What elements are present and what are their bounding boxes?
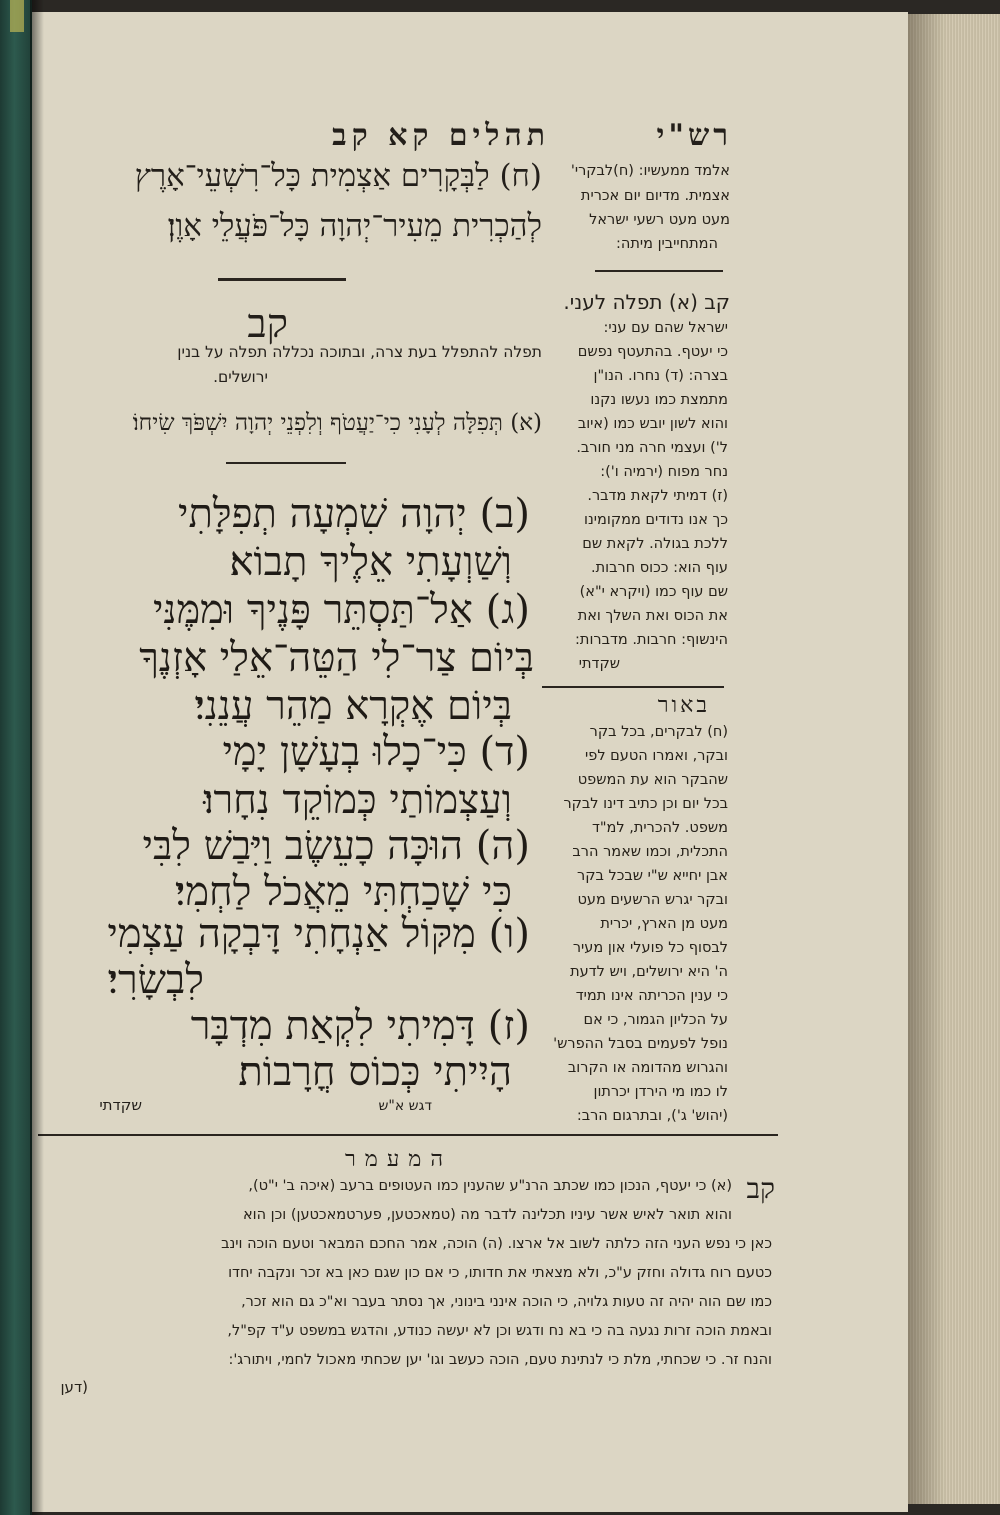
meamar-line: כמו שם הוה יהיה זה טעות גלויה, כי הוכה אינני בינוני, אך נסתר בעבר וא"כ גם הוא זכר,	[241, 1294, 772, 1310]
psalm-verse-line: (ב) יְהוָה שִׁמְעָה תְפִלָּתִי	[178, 491, 530, 537]
psalm-verse-line: (ה) הוּכָּה כָעֵשֶׂב וַיִּבַשׁ לִבִּי	[142, 823, 530, 869]
tab-marker	[10, 0, 24, 32]
rashi-line: ל') ועצמי חרה מני חורב.	[576, 440, 728, 456]
biur-line: כי ענין הכריתה אינו תמיד	[575, 988, 728, 1004]
chapter-summary: תפלה להתפלל בעת צרה, ובתוכה נכללה תפלה על בנין	[177, 343, 542, 361]
rashi-line: ללכת בגולה. לקאת שם	[582, 536, 728, 552]
biur-line: לבסוף כל פועלי און מעיר	[572, 940, 728, 956]
gutter-shadow	[30, 0, 44, 1515]
psalm-verse-line: הָיִיתִי כְּכוֹס חֳרָבוֹת׃	[238, 1049, 512, 1095]
rashi-line: שם עוף כמו (ויקרא י"א)	[579, 584, 728, 600]
psalm-verse-8a: (ח) לַבְּקָרִים אַצְמִית כָּל־רִשְׁעֵי־אָרֶץ	[134, 158, 542, 194]
biur-line: והגרוש מהדומה או הקרוב	[567, 1060, 728, 1076]
book-spine	[0, 0, 32, 1515]
psalm-verse-8b: לְהַכְרִית מֵעִיר־יְהוָה כָּל־פֹּעֲלֵי אָוֶן׃	[167, 208, 542, 244]
rashi-chapter-head: קב (א) תפלה לעני.	[563, 290, 730, 314]
biur-line: נופל לפעמים בסבל ההפרש'	[553, 1036, 728, 1052]
rashi-title: רש"י	[656, 118, 732, 153]
running-head: תהלים קא קב	[332, 118, 550, 153]
rashi-line: המתחייבין מיתה:	[616, 236, 718, 252]
rashi-line: מעט מעט רשעי ישראל	[589, 212, 730, 228]
chapter-number: קב	[247, 301, 288, 347]
biur-line: אבן יחייא ש"י שבכל בקר	[577, 868, 728, 884]
page-edges-shade	[905, 14, 945, 1504]
psalm-verse-line: בְּיוֹם צַר־לִי הַטֵּה־אֵלַי אָזְנֶךָ	[139, 635, 534, 681]
rashi-biur-divider	[542, 686, 724, 688]
meamar-chapter: קב	[746, 1172, 775, 1205]
rashi-divider	[595, 270, 723, 272]
biur-line: (ח) לבקרים, בכל בקר	[589, 724, 728, 740]
psalm-verse-1: (א) תְּפִלָּה לְעָנִי כִי־יַעֲטֹף וְלִפְנֵי יְהוָה יִשְׁפֹּךְ שִׂיחוֹ׃	[132, 410, 542, 436]
psalm-verse-line: לִבְשָׂרִי׃	[107, 957, 204, 1003]
catchword: שקדתי	[99, 1096, 142, 1114]
biur-line: ה' היא ירושלים, ויש לדעת	[570, 964, 728, 980]
psalm-verse-line: (ו) מִקּוֹל אַנְחָתִי דָּבְקָה עַצְמִי	[107, 911, 530, 957]
psalm-verse-line: (ג) אַל־תַּסְתֵּר פָּנֶיךָ וּמִמֶּנִּי	[152, 587, 530, 633]
biur-line: ובקר, ואמרו הטעם לפי	[585, 748, 728, 764]
psalm-verse-line: (ד) כִּי־כָלוּ בְעָשָׁן יָמָי	[222, 729, 530, 775]
section-divider	[226, 462, 346, 464]
rashi-line: הינשוף: חרבות. מדברות:	[575, 632, 728, 648]
chapter-summary: ירושלים.	[213, 368, 268, 386]
meamar-line: ובאמת הוכה זרות נגעה בה כי בא נח ודגש וכן לא יעשה כנודע, והדגש במשפט ע"ד קפ"ל,	[227, 1323, 772, 1339]
biur-line: לו כמו מי הירדן יכרתון	[593, 1084, 728, 1100]
rashi-line: בצרה: (ד) נחרו. הנו"ן	[593, 368, 728, 384]
biur-title: באור	[657, 693, 710, 718]
rashi-line: אצמית. מדיום יום אכרית	[580, 188, 730, 204]
meamar-line: כטעם רוח גדולה וחזק ע"כ, ולא מצאתי את חדותו, כי אם כון שגם כאן בא זכר ונקבה יחדו	[228, 1265, 772, 1281]
rashi-line: את הכוס ואת השלך ואת	[577, 608, 728, 624]
biur-line: על הכליון הגמור, כי אם	[583, 1012, 728, 1028]
rashi-line: ישראל שהם עם עני:	[603, 320, 728, 336]
biur-line: התכלית, וכמו שאמר הרב	[572, 844, 728, 860]
rashi-line: אלמד ממעשיו: (ח)לבקרי'	[570, 163, 730, 179]
rashi-line: כי יעטף. בהתעטף נפשם	[577, 344, 728, 360]
psalm-verse-line: (ז) דָּמִיתִי לִקְאַת מִדְבָּר	[190, 1003, 530, 1049]
psalm-verse-line: בְּיוֹם אֶקְרָא מַהֵר עֲנֵנִי׃	[194, 683, 512, 729]
rashi-line: מתמצת כמו נעשו נקנו	[590, 392, 728, 408]
rashi-line: (ז) דמיתי לקאת מדבר.	[587, 488, 728, 504]
psalm-verse-line: וְשַׁוְעָתִי אֵלֶיךָ תָבוֹא׃	[229, 539, 512, 585]
meamar-line: כאן כי נפש העני הזה כלתה לשוב אל ארצו. (ה) הוכה, אמר החכם המבאר וטעם הוכה וינב	[221, 1236, 772, 1252]
meamar-catchword: (דען	[60, 1378, 88, 1396]
meamar-line: והנח זר. כי שכחתי, מלת כי לנתינת טעם, הוכה כעשב וגו' יען שכחתי מאכול לחמי, ויתורג':	[228, 1352, 772, 1368]
meamar-line: והוא תואר לאיש אשר עיניו תכלינה לדבר מה (טמאכטען, פערטמאכטען) וכן הוא	[242, 1207, 732, 1223]
rashi-line: והוא לשון יובש כמו (איוב	[577, 416, 728, 432]
meamar-title: המעמר	[345, 1147, 452, 1172]
rashi-line: עוף הוא: ככוס חרבות.	[591, 560, 728, 576]
rashi-line: נחר מפוח (ירמיה ו'):	[600, 464, 728, 480]
biur-line: משפט. להכרית, למ"ד	[591, 820, 728, 836]
psalm-verse-line: כִּי שָׁכַחְתִּי מֵאֲכֹל לַחְמִי׃	[174, 869, 512, 915]
biur-line: מעט מן הארץ, יכרית	[600, 916, 728, 932]
footer-note: דגש א"ש	[378, 1098, 432, 1114]
commentary-divider	[38, 1134, 778, 1136]
section-divider	[218, 278, 346, 281]
rashi-catchword: שקדתי	[578, 656, 620, 672]
psalm-verse-line: וְעַצְמוֹתַי כְּמוֹקֵד נִחָרוּ׃	[203, 777, 512, 823]
biur-line: שהבקר הוא עת המשפט	[577, 772, 728, 788]
biur-line: בכל יום וכן כתיב דינו לבקר	[563, 796, 728, 812]
biur-line: ובקר יגרש הרשעים מעט	[577, 892, 728, 908]
biur-line: (יהוש' ג'), ובתרגום הרב:	[576, 1108, 728, 1124]
rashi-line: כך אנו נדודים ממקומינו	[584, 512, 728, 528]
meamar-line: (א) כי יעטף, הנכון כמו שכתב הרנ"ע שהענין כמו העטופים ברעב (איכה ב' י"ט),	[248, 1178, 732, 1194]
